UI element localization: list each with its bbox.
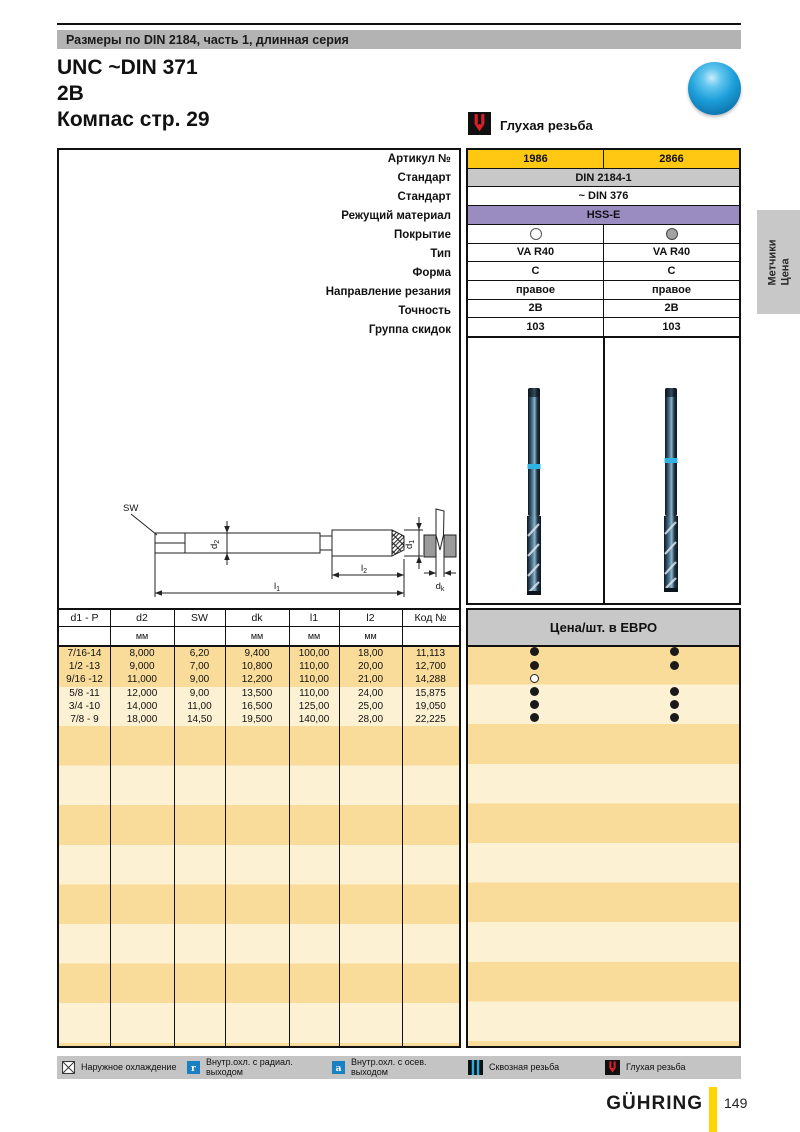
dim-value-cell: 9/16 -12	[66, 674, 103, 686]
column-divider	[174, 610, 175, 1046]
spec-value: C	[603, 262, 739, 280]
dim-value-cell: 16,500	[241, 700, 273, 712]
dim-value-cell: 12,000	[126, 687, 158, 699]
dim-value-cell: 140,00	[298, 714, 330, 726]
dim-value-cell: 5/8 -11	[69, 687, 100, 699]
legend-item	[605, 1056, 685, 1079]
dim-label-l1: $l_1$	[273, 581, 281, 593]
axial-coolant-icon	[332, 1061, 345, 1074]
dim-value-cell: 100,00	[298, 648, 330, 660]
top-rule	[57, 23, 741, 25]
spec-row-label: Покрытие	[394, 229, 451, 241]
spec-label-column	[59, 150, 451, 340]
spec-row	[468, 318, 739, 336]
header-bar	[57, 30, 741, 49]
column-divider	[110, 610, 111, 1046]
dim-value-cell: 7/8 - 9	[70, 714, 99, 726]
dim-header-cell: d2	[136, 612, 148, 624]
legend-bar	[57, 1056, 741, 1079]
dim-value-cell: 15,875	[415, 687, 446, 699]
spec-table	[466, 148, 741, 338]
spec-row-label: Стандарт	[397, 172, 451, 184]
dimensions-table	[59, 608, 459, 1046]
dim-value-cell: 3/4 -10	[68, 700, 101, 712]
spec-row-label: Тип	[430, 248, 451, 260]
spec-row	[468, 300, 739, 319]
spec-row-label: Стандарт	[397, 191, 451, 203]
price-panel	[466, 608, 741, 1048]
spec-row	[468, 225, 739, 244]
page-number: 149	[724, 1095, 748, 1111]
dim-value-cell: 25,00	[357, 700, 384, 712]
dim-header-cell: l2	[366, 612, 375, 624]
dim-value-cell: 110,00	[299, 687, 329, 699]
dimensions-table-header	[59, 610, 459, 627]
dim-unit-cell: мм	[250, 631, 264, 641]
spec-value: правое	[516, 283, 555, 296]
spec-row	[468, 169, 739, 188]
dim-value-cell: 14,000	[126, 700, 158, 712]
spec-value: правое	[603, 281, 739, 299]
dim-unit-cell	[402, 627, 459, 645]
legend-item	[468, 1056, 559, 1079]
spec-row	[468, 150, 739, 169]
availability-filled-dot	[530, 647, 539, 656]
tap-photo-icon	[661, 386, 683, 604]
brand-logo: GÜHRING	[606, 1093, 703, 1114]
legend-item-label: Внутр.охл. с радиал. выходом	[206, 1057, 293, 1077]
dim-value-cell: 14,50	[186, 714, 213, 726]
dim-value-cell: 13,500	[241, 687, 273, 699]
dim-value-cell: 14,288	[415, 674, 446, 686]
radial-coolant-icon	[187, 1061, 200, 1074]
product-image-1986	[468, 338, 603, 603]
table-row	[59, 713, 459, 726]
external-cooling-icon	[62, 1061, 75, 1074]
dim-value-cell: 110,00	[299, 661, 329, 673]
dim-label-l2: $l_2$	[360, 563, 368, 575]
dim-unit-cell: мм	[135, 631, 149, 641]
spec-row	[468, 281, 739, 300]
dim-value-cell: 20,00	[357, 661, 384, 673]
dim-value-cell: 28,00	[357, 714, 384, 726]
technical-drawing	[67, 497, 457, 602]
svg-text:a: a	[335, 1062, 342, 1074]
spec-value: 2866	[603, 150, 739, 168]
thread-type-callout	[468, 112, 593, 135]
table-row	[59, 660, 459, 673]
dim-value-cell: 9,000	[129, 661, 155, 673]
dim-label-d1: $d_1$	[404, 539, 416, 549]
availability-open-dot	[530, 674, 539, 683]
dim-value-cell: 19,500	[241, 714, 273, 726]
blind-thread-icon	[605, 1060, 620, 1075]
column-divider	[402, 610, 403, 1046]
legend-item-label: Внутр.охл. с осев. выходом	[351, 1057, 427, 1077]
spec-row	[468, 187, 739, 206]
dim-header-cell: SW	[191, 612, 208, 624]
table-row	[59, 700, 459, 713]
dim-unit-cell	[174, 627, 225, 645]
dim-unit-cell	[59, 627, 110, 645]
dim-header-cell: d1 - P	[70, 612, 99, 624]
spec-value: 2B	[528, 302, 543, 315]
dim-value-cell: 7/16-14	[67, 648, 102, 660]
spec-row-label: Режущий материал	[341, 210, 451, 222]
spec-value: HSS-E	[586, 208, 621, 221]
spec-row	[468, 244, 739, 263]
spec-coating-cell	[603, 225, 739, 243]
dim-header-cell: l1	[309, 612, 319, 624]
spec-value: VA R40	[603, 244, 739, 262]
dim-value-cell: 6,20	[189, 648, 210, 660]
tap-photo-icon	[524, 386, 546, 604]
left-panel	[57, 148, 461, 1048]
column-divider	[289, 610, 290, 1046]
spec-value: VA R40	[516, 246, 555, 259]
dim-header-cell: dk	[251, 612, 263, 624]
legend-item-label: Наружное охлаждение	[81, 1061, 177, 1072]
legend-item	[62, 1056, 176, 1079]
legend-item-label: Глухая резьба	[626, 1061, 686, 1072]
dim-value-cell: 110,00	[299, 674, 329, 686]
side-tab-taps-price	[757, 210, 800, 314]
spec-row-label: Артикул №	[387, 153, 451, 165]
spec-value: DIN 2184-1	[575, 171, 632, 184]
blue-sphere-icon	[688, 62, 741, 115]
availability-filled-dot	[670, 687, 679, 696]
title-line-standard: UNC ~DIN 371	[57, 56, 198, 79]
dim-header-cell: Код №	[414, 612, 447, 624]
header-bar-text: Размеры по DIN 2184, часть 1, длинная серия	[66, 32, 349, 47]
column-divider	[339, 610, 340, 1046]
blind-thread-icon	[468, 112, 491, 135]
product-image-panel	[466, 338, 741, 605]
legend-item-label: Сквозная резьба	[489, 1061, 560, 1072]
dim-label-sw: SW	[123, 503, 139, 514]
dimensions-table-rows	[59, 647, 459, 726]
dim-value-cell: 18,000	[126, 714, 158, 726]
price-header-text: Цена/шт. в ЕВРО	[549, 620, 658, 635]
coated-circle-icon	[666, 228, 678, 240]
spec-row	[468, 262, 739, 281]
side-tab-text: Метчики Цена	[766, 239, 791, 285]
availability-filled-dot	[670, 661, 679, 670]
spec-value: 103	[526, 321, 545, 334]
availability-filled-dot	[530, 700, 539, 709]
dim-value-cell: 9,400	[244, 648, 270, 660]
table-row	[59, 673, 459, 686]
spec-value: 1986	[523, 152, 548, 165]
spec-value: ~ DIN 376	[578, 190, 629, 203]
title-line-compass: Компас стр. 29	[57, 108, 210, 131]
dim-value-cell: 7,00	[189, 661, 210, 673]
spec-row-label: Форма	[412, 267, 451, 279]
dim-value-cell: 11,113	[415, 648, 446, 660]
spec-value: 2B	[603, 300, 739, 318]
legend-item	[332, 1056, 427, 1079]
spec-row	[468, 206, 739, 225]
dim-value-cell: 9,00	[189, 687, 210, 699]
price-header	[468, 610, 739, 647]
dim-value-cell: 18,00	[357, 648, 384, 660]
column-divider	[225, 610, 226, 1046]
page-title	[57, 55, 210, 133]
table-row	[59, 687, 459, 700]
availability-filled-dot	[670, 700, 679, 709]
dim-value-cell: 19,050	[415, 700, 446, 712]
dim-value-cell: 125,00	[298, 700, 330, 712]
availability-filled-dot	[530, 661, 539, 670]
dim-value-cell: 11,000	[127, 674, 157, 686]
spec-row-label: Группа скидок	[368, 324, 451, 336]
dim-value-cell: 12,700	[415, 661, 446, 673]
dim-value-cell: 10,800	[241, 661, 273, 673]
dimensions-table-units	[59, 627, 459, 647]
svg-text:r: r	[191, 1062, 196, 1074]
dim-value-cell: 24,00	[357, 687, 384, 699]
dim-value-cell: 11,00	[187, 700, 212, 712]
spec-row-label: Точность	[398, 305, 451, 317]
spec-coating-cell	[468, 225, 603, 243]
availability-filled-dot	[530, 687, 539, 696]
product-image-2866	[603, 338, 740, 603]
dim-unit-cell: мм	[307, 631, 321, 641]
page-number-bar	[709, 1087, 717, 1132]
availability-filled-dot	[670, 647, 679, 656]
dim-value-cell: 1/2 -13	[68, 661, 101, 673]
dim-label-dk: $d_k$	[435, 581, 445, 593]
table-row	[59, 647, 459, 660]
dim-label-d2: $d_2$	[209, 539, 221, 549]
spec-value: 103	[603, 318, 739, 336]
title-line-tolerance: 2B	[57, 82, 84, 105]
dim-value-cell: 22,225	[415, 714, 446, 726]
dimensions-table-filler	[59, 726, 459, 1046]
uncoated-circle-icon	[530, 228, 542, 240]
dim-value-cell: 9,00	[189, 674, 210, 686]
spec-row-label: Направление резания	[325, 286, 451, 298]
dim-value-cell: 12,200	[241, 674, 273, 686]
dim-value-cell: 21,00	[357, 674, 384, 686]
through-thread-icon	[468, 1060, 483, 1075]
availability-filled-dot	[530, 713, 539, 722]
dim-unit-cell: мм	[364, 631, 377, 641]
availability-filled-dot	[670, 713, 679, 722]
dim-value-cell: 8,000	[129, 648, 155, 660]
thread-type-label: Глухая резьба	[500, 118, 593, 133]
spec-value: C	[531, 265, 540, 278]
price-availability-grid	[468, 647, 739, 1046]
legend-item	[187, 1056, 293, 1079]
